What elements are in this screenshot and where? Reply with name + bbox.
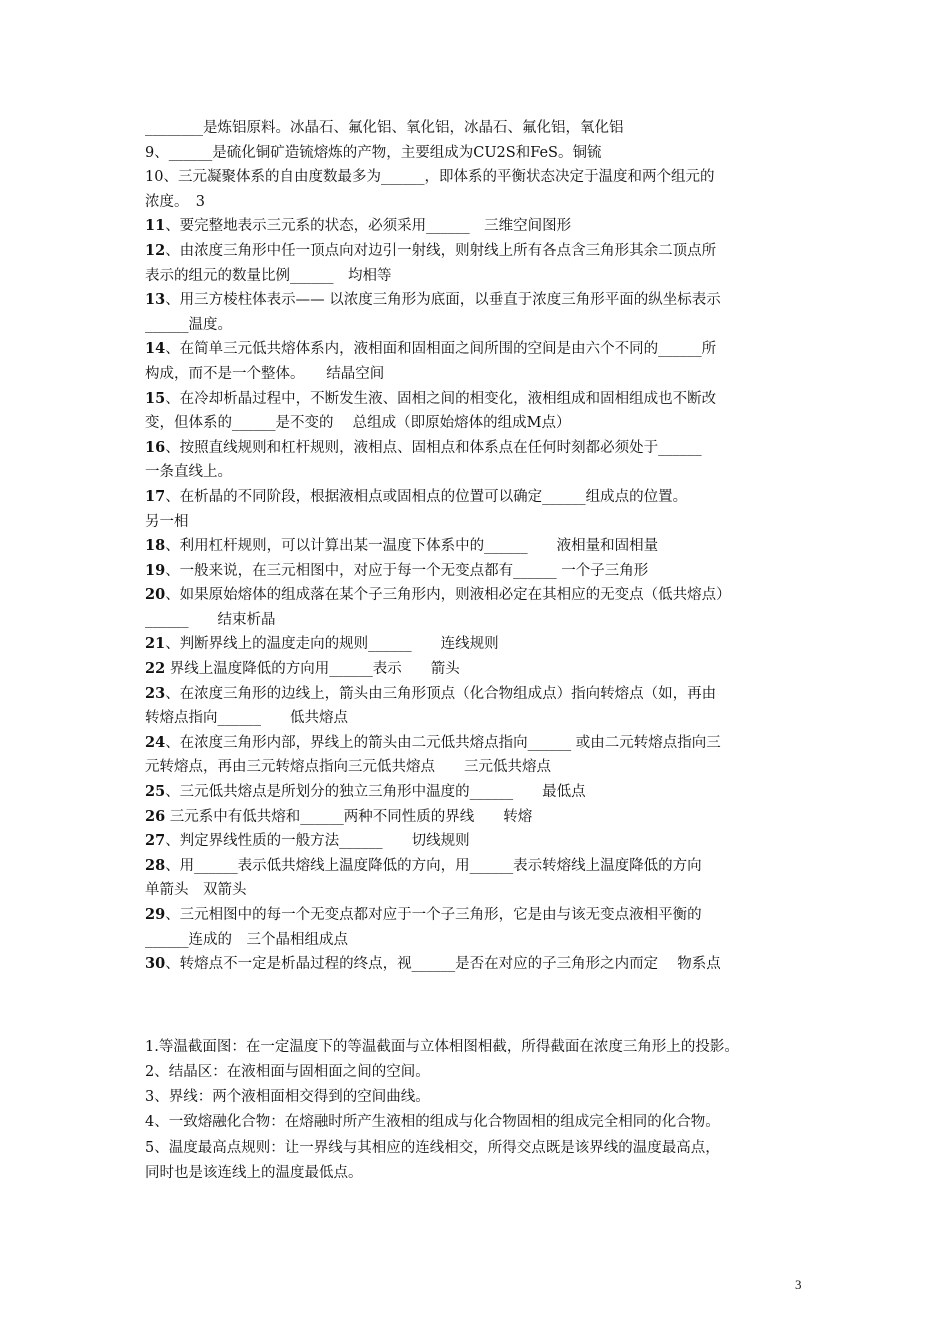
question-line: [145, 534, 807, 559]
question-number: 18: [145, 537, 166, 555]
page-number: 3: [795, 1277, 802, 1292]
question-text: 浓度。 3: [145, 193, 205, 210]
question-line: [145, 214, 807, 239]
question-number: 25: [145, 783, 166, 801]
question-line: [145, 780, 807, 805]
question-line: [145, 436, 807, 461]
question-line: [145, 928, 807, 953]
question-line: [145, 165, 807, 190]
question-text: 单箭头 双箭头: [145, 882, 247, 899]
term-definitions: [145, 1035, 807, 1186]
question-line: [145, 878, 807, 903]
question-line: [145, 706, 807, 731]
question-line: [145, 559, 807, 584]
question-text: 、判断界线上的温度走向的规则______ 连线规则: [165, 636, 499, 653]
question-text: 、在冷却析晶过程中，不断发生液、固相之间的相变化，液相组成和固相组成也不断改: [165, 390, 717, 407]
definition-line: 1.等温截面图：在一定温度下的等温截面与立体相图相截，所得截面在浓度三角形上的投影。: [145, 1038, 739, 1055]
question-text: 表示的组元的数量比例______ 均相等: [145, 267, 392, 284]
question-number: 26: [145, 807, 166, 825]
question-text: ______温度。: [145, 316, 232, 333]
question-line: [145, 608, 807, 633]
question-text: 、要完整地表示三元系的状态，必须采用______ 三维空间图形: [165, 218, 572, 235]
question-number: 9: [145, 144, 155, 161]
question-number: 29: [145, 906, 166, 923]
definition-line: 2、结晶区：在液相面与固相面之间的空间。: [145, 1063, 430, 1080]
question-number: 10: [145, 169, 164, 186]
question-text: 、一般来说，在三元相图中，对应于每一个无变点都有______ 一个子三角形: [165, 562, 649, 579]
question-number: 13: [145, 291, 166, 309]
question-text: 、转熔点不一定是析晶过程的终点，视______是否在对应的子三角形之内而定 物系点: [165, 956, 721, 973]
question-line: [145, 731, 807, 756]
question-text: ________是炼铝原料。冰晶石、氟化铝、氧化铝，冰晶石、氟化铝，氧化铝: [145, 120, 624, 136]
definition-line: 同时也是该连线上的温度最低点。: [145, 1164, 363, 1181]
question-text: 、由浓度三角形中任一顶点向对边引一射线，则射线上所有各点含三角形其余二顶点所: [165, 242, 717, 259]
question-line: [145, 903, 807, 928]
question-line: [145, 141, 807, 166]
question-number: 28: [145, 856, 166, 874]
question-line: [145, 460, 807, 485]
question-line: [145, 805, 807, 830]
question-line: [145, 952, 807, 977]
question-number: 23: [145, 684, 166, 702]
question-line: [145, 854, 807, 879]
question-number: 14: [145, 340, 166, 358]
question-text: 变，但体系的______是不变的 总组成（即原始熔体的组成M点）: [145, 415, 571, 432]
question-line: [145, 682, 807, 707]
question-text: 、在浓度三角形的边线上，箭头由三角形顶点（化合物组成点）指向转熔点（如，再由: [165, 685, 717, 702]
question-text: 、三元凝聚体系的自由度数最多为______，即体系的平衡状态决定于温度和两个组元的: [163, 169, 715, 186]
question-text: 、按照直线规则和杠杆规则，液相点、固相点和体系点在任何时刻都必须处于______: [165, 439, 702, 456]
question-line: [145, 116, 807, 141]
question-line: [145, 190, 807, 215]
question-number: 12: [145, 241, 166, 259]
question-text: 、______是硫化铜矿造锍熔炼的产物，主要组成为CU2S和FeS。铜锍: [154, 144, 602, 161]
question-text: 界线上温度降低的方向用______表示 箭头: [165, 661, 460, 678]
question-line: [145, 510, 807, 535]
question-text: 构成，而不是一个整体。 结晶空间: [145, 365, 385, 382]
question-line: [145, 288, 807, 313]
question-text: 、在浓度三角形内部，界线上的箭头由二元低共熔点指向______ 或由二元转熔点指向三: [165, 734, 721, 751]
question-line: [145, 313, 807, 338]
question-text: 、用______表示低共熔线上温度降低的方向，用______表示转熔线上温度降低的方向: [165, 857, 702, 874]
question-number: 11: [145, 217, 166, 235]
question-number: 20: [145, 586, 166, 604]
question-number: 21: [145, 635, 166, 653]
question-text: 一条直线上。: [145, 464, 232, 481]
fill-in-questions: [145, 116, 807, 977]
definition-line: 3、界线：两个液相面相交得到的空间曲线。: [145, 1089, 430, 1106]
question-number: 22: [145, 660, 166, 678]
definition-line: 4、一致熔融化合物：在熔融时所产生液相的组成与化合物固相的组成完全相同的化合物。: [145, 1114, 720, 1131]
question-line: [145, 362, 807, 387]
question-number: 17: [145, 487, 166, 505]
question-text: 、判定界线性质的一般方法______ 切线规则: [165, 833, 470, 850]
question-number: 30: [145, 955, 166, 973]
question-number: 19: [145, 561, 166, 579]
question-number: 27: [145, 832, 166, 850]
question-text: 、三元低共熔点是所划分的独立三角形中温度的______ 最低点: [165, 784, 586, 801]
question-text: 转熔点指向______ 低共熔点: [145, 710, 348, 727]
question-text: 、利用杠杆规则，可以计算出某一温度下体系中的______ 液相量和固相量: [165, 538, 659, 555]
question-line: [145, 337, 807, 362]
question-text: 元转熔点，再由三元转熔点指向三元低共熔点 三元低共熔点: [145, 759, 551, 776]
question-text: 、如果原始熔体的组成落在某个子三角形内，则液相必定在其相应的无变点（低共熔点）: [165, 587, 731, 604]
question-text: 、用三方棱柱体表示—— 以浓度三角形为底面，以垂直于浓度三角形平面的纵坐标表示: [165, 292, 721, 309]
document-page: [145, 116, 807, 1186]
question-line: [145, 657, 807, 682]
question-text: 三元系中有低共熔和______两种不同性质的界线 转熔: [165, 808, 533, 825]
question-text: ______ 结束析晶: [145, 611, 276, 628]
question-line: [145, 632, 807, 657]
question-text: 、在简单三元低共熔体系内，液相面和固相面之间所围的空间是由六个不同的______所: [165, 341, 717, 358]
question-line: [145, 583, 807, 608]
question-line: [145, 755, 807, 780]
question-number: 16: [145, 438, 166, 456]
question-line: [145, 485, 807, 510]
question-text: ______连成的 三个晶相组成点: [145, 931, 348, 948]
question-text: 、三元相图中的每一个无变点都对应于一个子三角形，它是由与该无变点液相平衡的: [165, 907, 702, 923]
question-line: [145, 264, 807, 289]
question-line: [145, 239, 807, 264]
question-text: 、在析晶的不同阶段，根据液相点或固相点的位置可以确定______组成点的位置。: [165, 488, 688, 505]
question-line: [145, 829, 807, 854]
question-line: [145, 387, 807, 412]
question-text: 另一相: [145, 513, 189, 530]
question-number: 15: [145, 389, 166, 407]
question-line: [145, 411, 807, 436]
question-number: 24: [145, 733, 166, 751]
definition-line: 5、温度最高点规则：让一界线与其相应的连线相交，所得交点既是该界线的温度最高点，: [145, 1139, 720, 1156]
